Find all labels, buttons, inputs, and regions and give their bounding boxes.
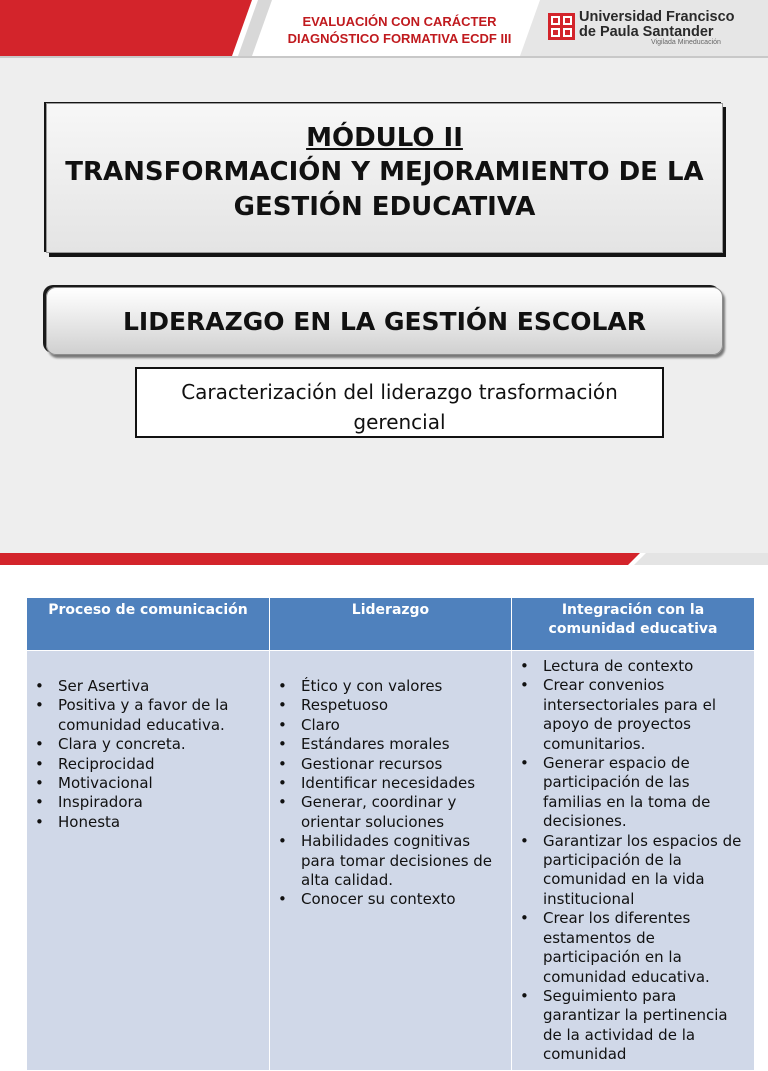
communication-list xyxy=(27,651,269,832)
ufps-logo-icon xyxy=(548,13,575,40)
table-row xyxy=(27,651,755,1071)
leadership-list xyxy=(270,651,511,910)
topic-bar xyxy=(46,287,723,355)
list-item: • Gestionar recursos xyxy=(270,755,505,774)
list-item: • Reciprocidad xyxy=(27,755,263,774)
footer-red-stripe xyxy=(0,551,768,567)
caption-text: Caracterización del liderazgo trasformación gerencial xyxy=(181,380,618,434)
list-item: • Ético y con valores xyxy=(270,677,505,696)
topic-title: LIDERAZGO EN LA GESTIÓN ESCOLAR xyxy=(123,307,646,336)
list-item: • Crear los diferentes estamentos de participación en la comunidad educativa. xyxy=(512,909,748,987)
university-tagline: Vigilada Mineducación xyxy=(651,39,721,46)
column-header: Proceso de comunicación xyxy=(27,598,270,651)
list-item: • Crear convenios intersectoriales para el apoyo de proyectos comunitarios. xyxy=(512,676,748,754)
communication-cell xyxy=(27,651,270,1071)
list-item: • Lectura de contexto xyxy=(512,657,748,676)
list-item: • Conocer su contexto xyxy=(270,890,505,909)
header-divider xyxy=(0,56,768,58)
list-item: • Ser Asertiva xyxy=(27,677,263,696)
list-item: • Respetuoso xyxy=(270,696,505,715)
university-name xyxy=(579,10,735,40)
caption-box xyxy=(135,367,664,438)
module-title-box xyxy=(46,103,723,253)
list-item: • Seguimiento para garantizar la pertinencia de la actividad de la comunidad xyxy=(512,987,748,1065)
leadership-cell xyxy=(270,651,512,1071)
list-item: • Claro xyxy=(270,716,505,735)
leadership-table xyxy=(26,597,755,1071)
university-name-line2: de Paula Santander xyxy=(579,24,714,40)
list-item: • Honesta xyxy=(27,813,263,832)
column-header: Liderazgo xyxy=(270,598,512,651)
list-item: • Garantizar los espacios de participación de la comunidad en la vida institucional xyxy=(512,832,748,910)
table-header-row xyxy=(27,598,755,651)
list-item: • Habilidades cognitivas para tomar decisiones de alta calidad. xyxy=(270,832,505,890)
list-item: • Identificar necesidades xyxy=(270,774,505,793)
community-cell xyxy=(512,651,755,1071)
list-item: • Clara y concreta. xyxy=(27,735,263,754)
header-title-line2: DIAGNÓSTICO FORMATIVA ECDF III xyxy=(287,31,512,46)
header-title-line1: EVALUACIÓN CON CARÁCTER xyxy=(302,14,497,29)
university-name-line1: Universidad Francisco xyxy=(579,9,735,25)
header-title xyxy=(262,13,537,47)
community-list xyxy=(512,651,754,1065)
slide-table xyxy=(0,567,768,1064)
module-title: MÓDULO II xyxy=(306,123,463,153)
list-item: • Motivacional xyxy=(27,774,263,793)
list-item: • Estándares morales xyxy=(270,735,505,754)
module-subtitle: TRANSFORMACIÓN Y MEJORAMIENTO DE LA GESTIÓN EDUCATIVA xyxy=(65,157,704,222)
list-item: • Inspiradora xyxy=(27,793,263,812)
university-logo xyxy=(548,10,748,50)
column-header: Integración con la comunidad educativa xyxy=(512,598,755,651)
list-item: • Positiva y a favor de la comunidad educativa. xyxy=(27,696,263,735)
list-item: • Generar, coordinar y orientar soluciones xyxy=(270,793,505,832)
list-item: • Generar espacio de participación de las familias en la toma de decisiones. xyxy=(512,754,748,832)
